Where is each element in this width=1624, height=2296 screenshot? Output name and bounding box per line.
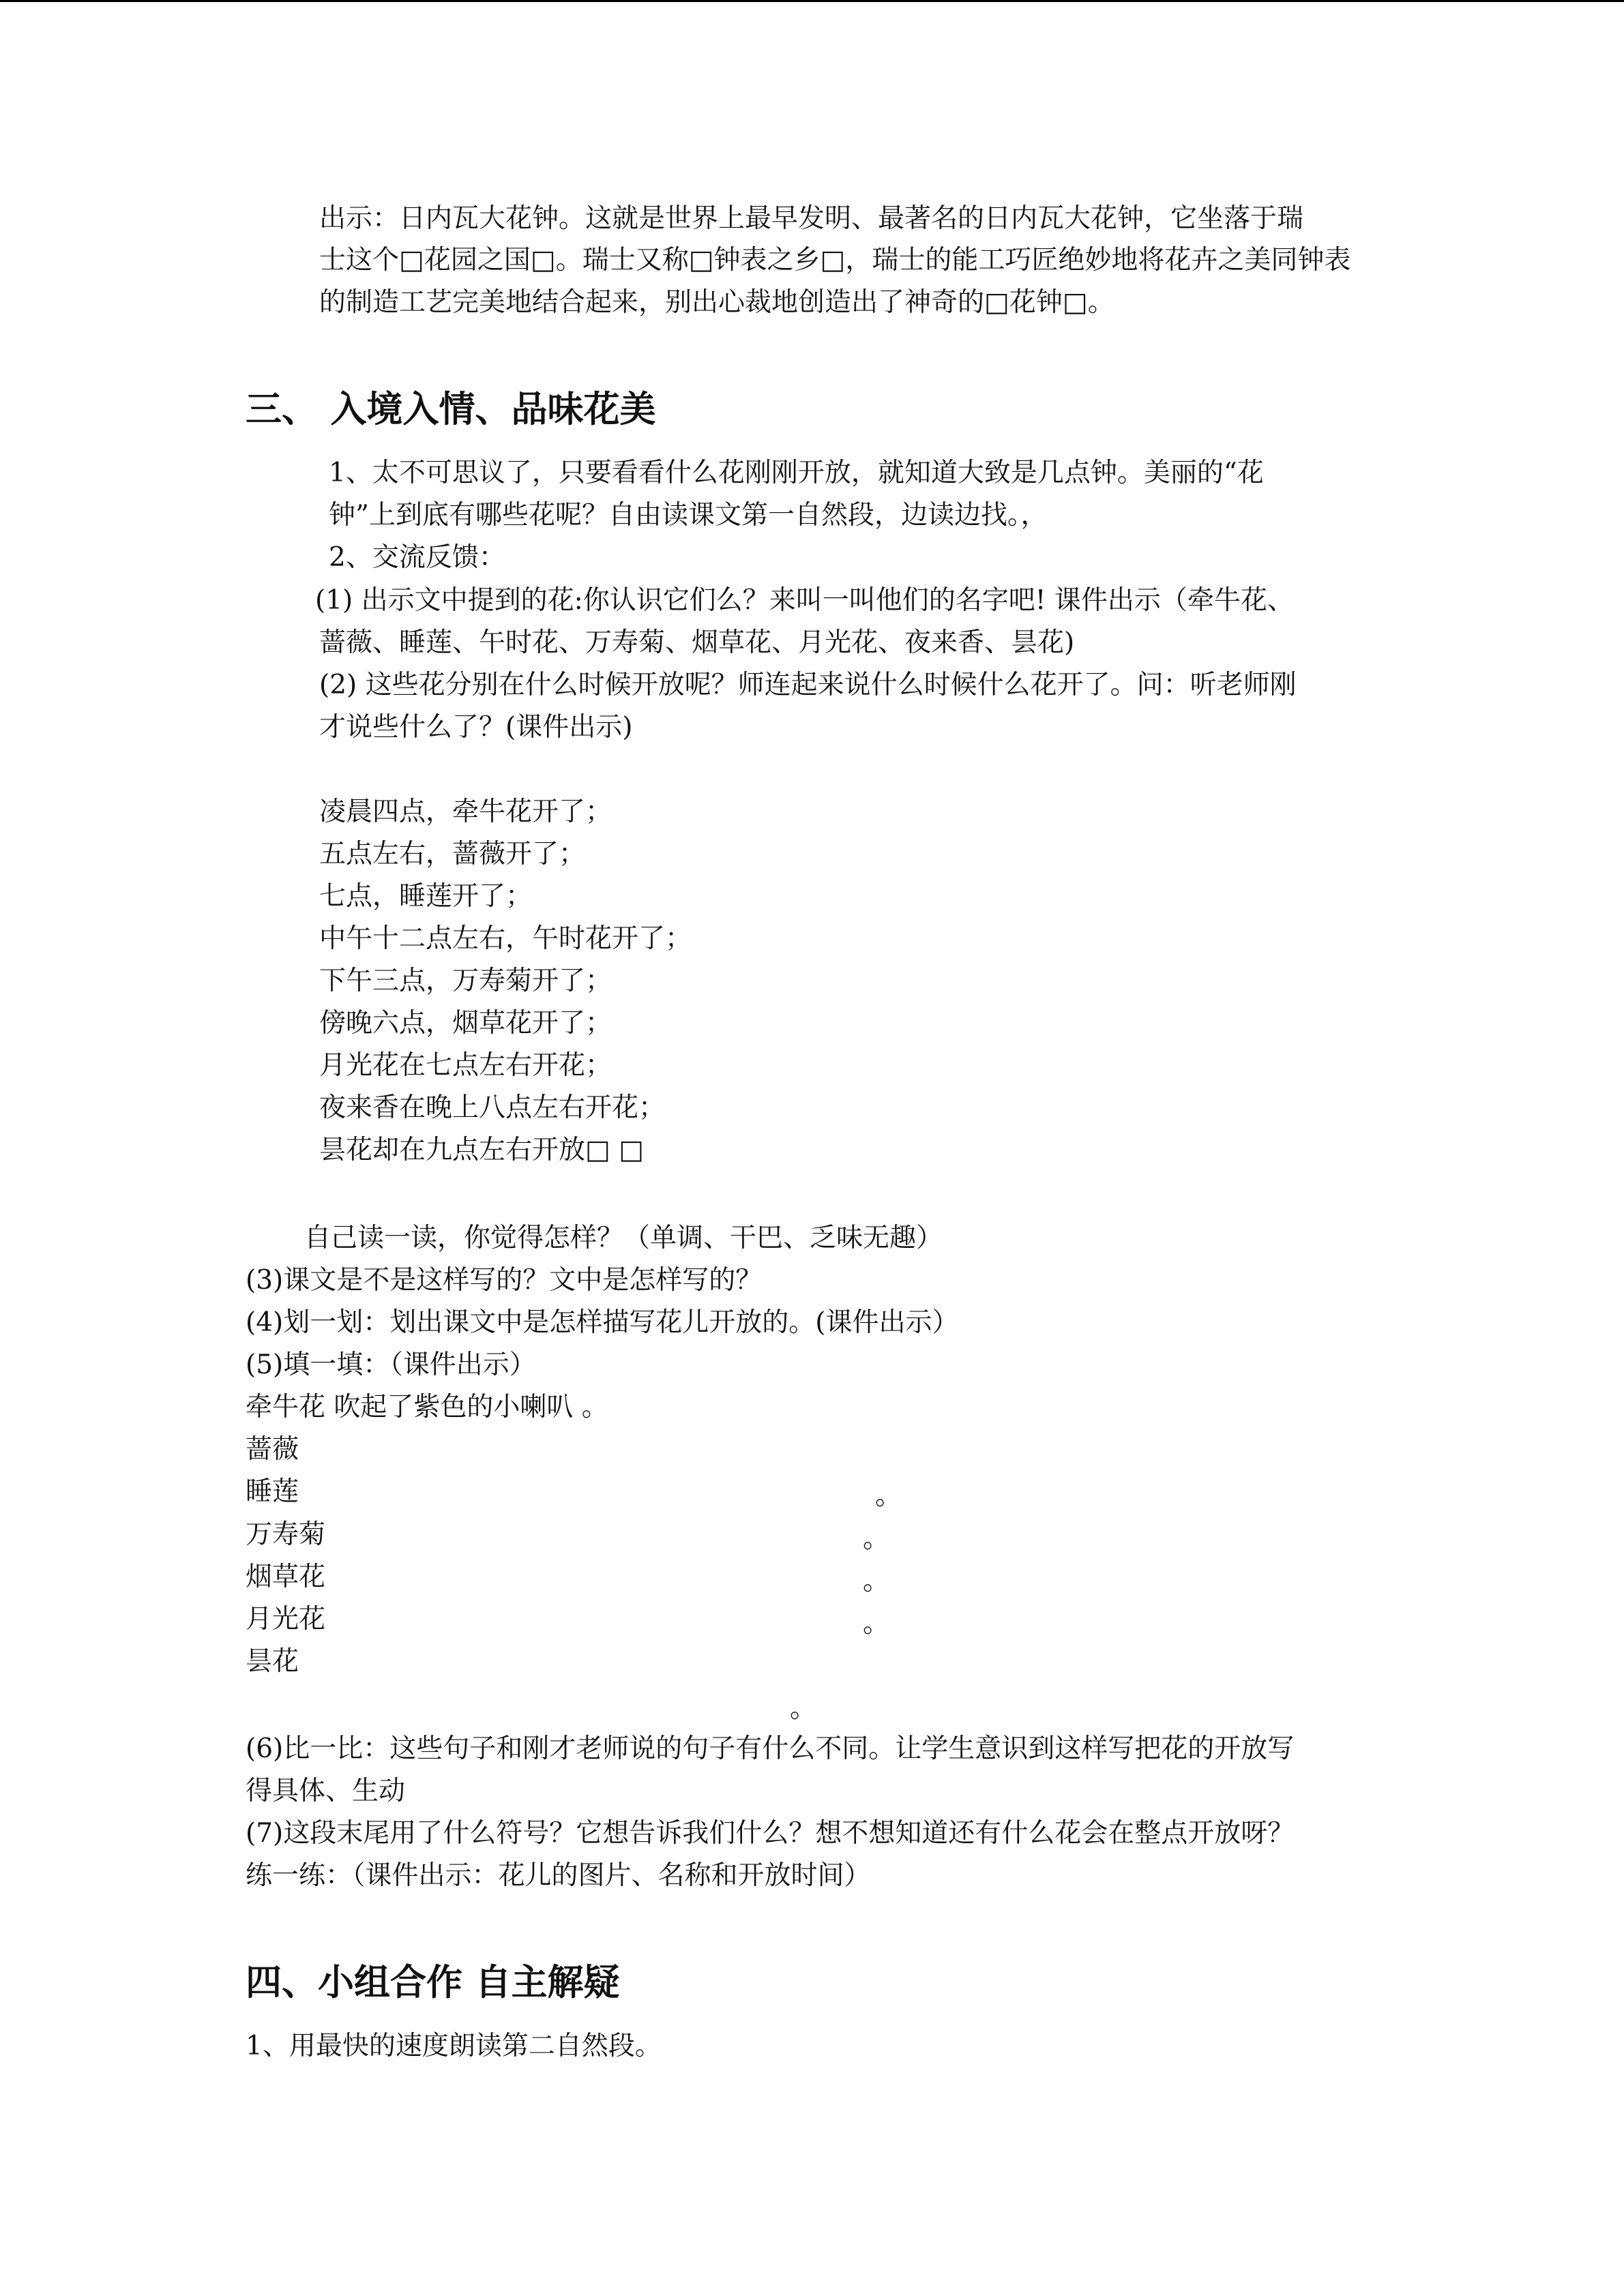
item1-line-2: 钟”上到底有哪些花呢？自由读课文第一自然段，边读边找。， [329,500,1048,531]
question-4: (4)划一划：划出课文中是怎样描写花儿开放的。(课件出示） [246,1307,959,1338]
time-line: 夜来香在晚上八点左右开花； [319,1092,666,1123]
question-7-line-2: 练一练：（课件出示：花儿的图片、名称和开放时间） [246,1860,871,1891]
fill-period: 。 [863,1566,890,1596]
fill-period: 。 [863,1608,890,1639]
time-line: 傍晚六点，烟草花开了； [319,1008,612,1039]
question-6-line-1: (6)比一比：这些句子和刚才老师说的句子有什么不同。让学生意识到这样写把花的开放写 [246,1733,1295,1764]
item1-line-1: 1、太不可思议了，只要看看什么花刚刚开放，就知道大致是几点钟。美丽的“花 [329,458,1264,488]
time-line: 凌晨四点，牵牛花开了； [319,796,612,827]
sub1-line-1: (1) 出示文中提到的花:你认识它们么？来叫一叫他们的名字吧! 课件出示（牵牛花、 [315,585,1294,616]
time-line: 月光花在七点左右开花； [319,1050,612,1081]
fill-row-1: 牵牛花 吹起了紫色的小喇叭 。 [246,1392,608,1422]
section4-item1: 1、用最快的速度朗读第二自然段。 [246,2031,662,2061]
question-3: (3)课文是不是这样写的？文中是怎样写的？ [246,1265,763,1296]
fill-period: 。 [863,1523,890,1554]
item2-label: 2、交流反馈： [329,542,505,573]
fill-label: 万寿菊 [246,1519,326,1550]
sub2-line-2: 才说些什么了？(课件出示) [319,712,633,743]
sub2-line-1: (2) 这些花分别在什么时候开放呢？师连起来说什么时候什么花开了。问：听老师刚 [319,670,1297,700]
time-line: 五点左右，蔷薇开了； [319,839,586,869]
section-3-heading: 三、 入境入情、品味花美 [246,389,656,430]
fill-label: 烟草花 [246,1562,326,1592]
question-5: (5)填一填：（课件出示） [246,1350,536,1380]
fill-label: 月光花 [246,1604,326,1635]
fill-label: 蔷薇 [246,1434,299,1465]
sub1-line-2: 蔷薇、睡莲、午时花、万寿菊、烟草花、月光花、夜来香、昙花) [319,627,1075,658]
question-6-line-2: 得具体、生动 [246,1776,406,1806]
time-line: 七点，睡莲开了； [319,881,533,912]
time-line: 中午十二点左右，午时花开了； [319,923,692,954]
fill-period: 。 [875,1480,902,1511]
fill-period: 。 [790,1693,817,1724]
time-line: 下午三点，万寿菊开了； [319,966,612,996]
read-aloud-line: 自己读一读，你觉得怎样？（单调、干巴、乏味无趣） [304,1223,943,1253]
intro-line-3: 的制造工艺完美地结合起来，别出心裁地创造出了神奇的□花钟□。 [319,287,1114,318]
time-line: 昙花却在九点左右开放□ □ [319,1135,645,1165]
fill-label: 睡莲 [246,1476,299,1507]
fill-label: 昙花 [246,1646,299,1677]
intro-line-2: 士这个□花园之国□。瑞士又称□钟表之乡□，瑞士的能工巧匠绝妙地将花卉之美同钟表 [319,245,1351,275]
section-4-heading: 四、小组合作 自主解疑 [246,1962,620,2003]
question-7-line-1: (7)这段末尾用了什么符号？它想告诉我们什么？想不想知道还有什么花会在整点开放呀？ [246,1818,1295,1849]
intro-line-1: 出示：日内瓦大花钟。这就是世界上最早发明、最著名的日内瓦大花钟，它坐落于瑞 [319,203,1304,234]
page-top-border [0,0,1624,2]
